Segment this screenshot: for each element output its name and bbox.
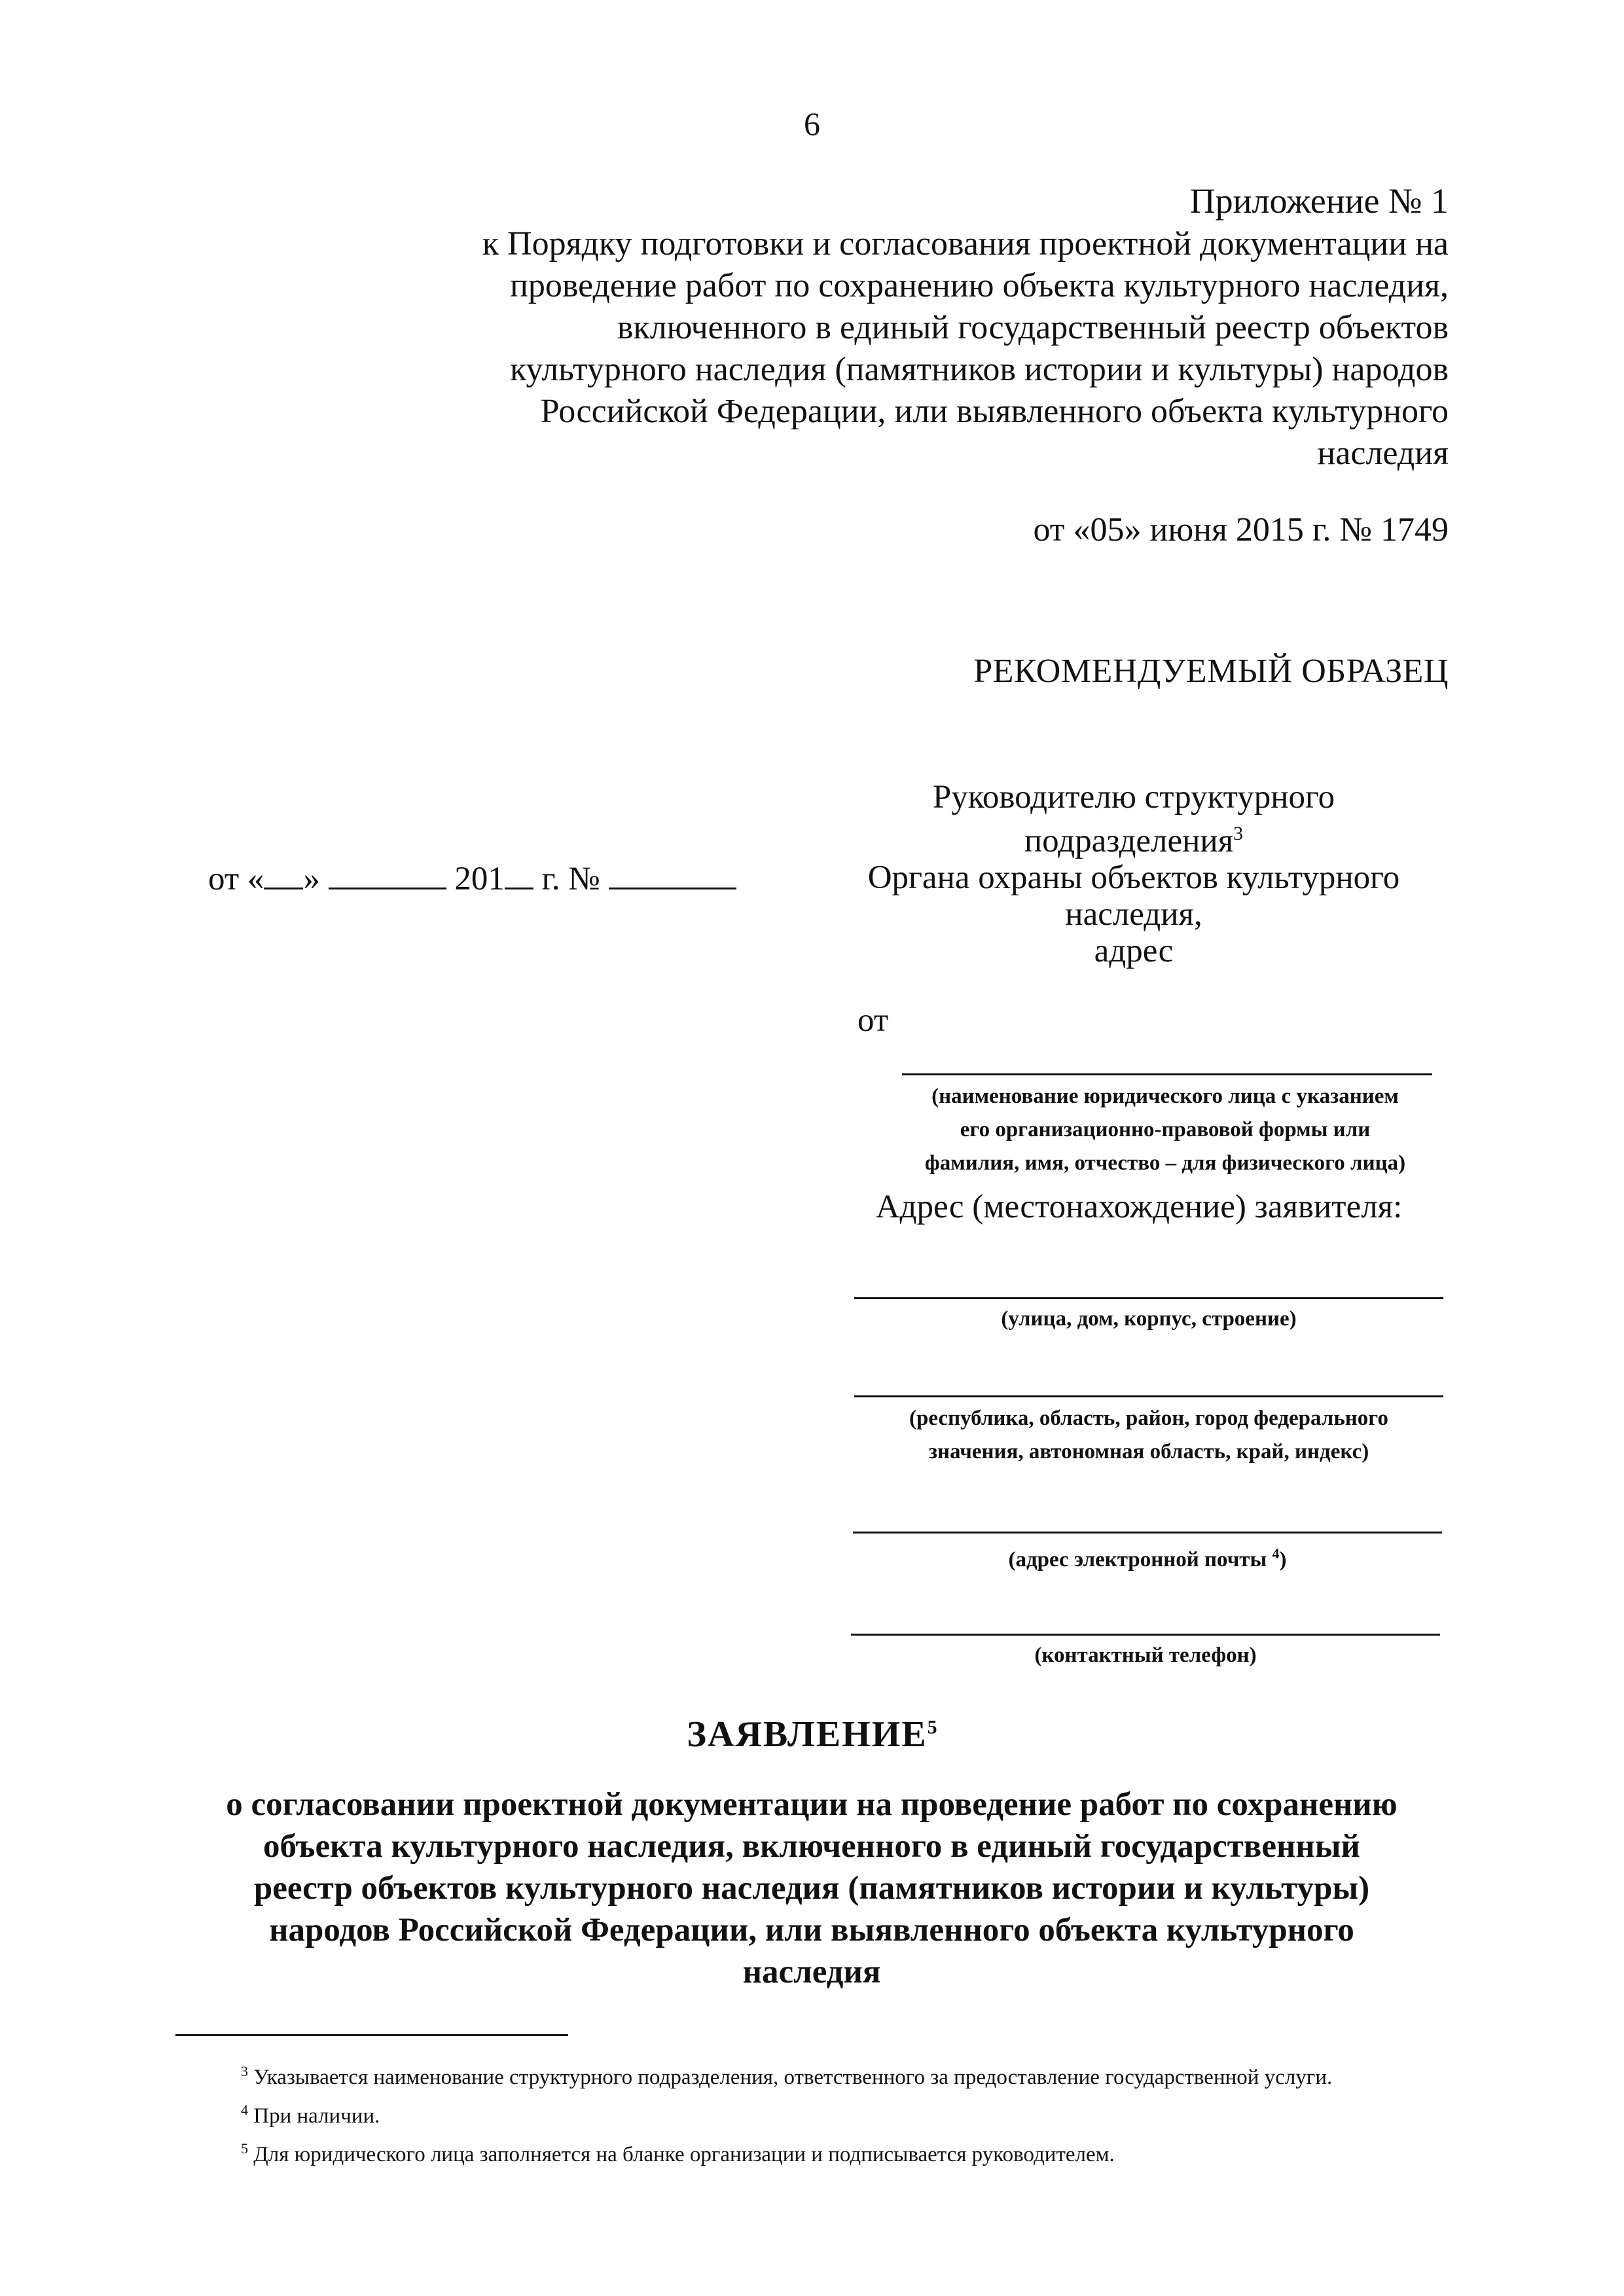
addressee-line: подразделения$^3$ xyxy=(1024,823,1244,859)
day-field[interactable] xyxy=(264,857,303,889)
appendix-line: наследия xyxy=(1317,435,1449,472)
footnote: $^4$ При наличии. xyxy=(241,2102,380,2128)
year-field[interactable] xyxy=(505,857,533,889)
footnote-ref: 4 xyxy=(1272,1545,1280,1562)
application-date-line: от « » 201 г. № xyxy=(208,857,736,898)
appendix-line: культурного наследия (памятников истории и культуры) народов xyxy=(509,351,1449,388)
street-hint: (улица, дом, корпус, строение) xyxy=(1001,1307,1297,1331)
addressee-line: адрес xyxy=(1094,933,1174,969)
appendix-line: включенного в единый государственный реестр объектов xyxy=(617,309,1449,346)
footnotes xyxy=(175,2055,1449,2171)
footnote: $^5$ Для юридического лица заполняется на бланке организации и подписывается руководителем. xyxy=(241,2140,1115,2166)
document-subtitle: о согласовании проектной документации на проведение работ по сохранению объекта культурного наследия, включенного в единый государственный реестр объектов культурного наследия (памятников истории и культуры) народов Российской Федерации, или выявленного объекта культурного наследия xyxy=(226,1786,1398,1990)
document-title: ЗАЯВЛЕНИЕ$^5$ xyxy=(687,1714,937,1755)
street-field[interactable] xyxy=(854,1297,1443,1299)
month-field[interactable] xyxy=(329,857,446,889)
phone-field[interactable] xyxy=(851,1634,1440,1636)
applicant-name-hint: (наименование юридического лица с указанием его организационно-правовой формы или фамилия, имя, отчество – для физического лица) xyxy=(924,1085,1406,1175)
appendix-line: Российской Федерации, или выявленного объекта культурного xyxy=(540,393,1449,430)
sample-label: РЕКОМЕНДУЕМЫЙ ОБРАЗЕЦ xyxy=(973,653,1449,690)
addressee-line: Органа охраны объектов культурного xyxy=(867,859,1400,896)
email-hint: (адрес электронной почты $^4$) xyxy=(1008,1545,1287,1571)
addressee-block xyxy=(846,779,1422,969)
addressee-line: Руководителю структурного xyxy=(932,779,1335,816)
email-field[interactable] xyxy=(853,1532,1442,1534)
footnote-ref: 5 xyxy=(927,1716,937,1738)
phone-hint: (контактный телефон) xyxy=(1034,1643,1257,1667)
registration-number-field[interactable] xyxy=(609,857,736,889)
region-field[interactable] xyxy=(854,1395,1443,1397)
decree-date: от «05» июня 2015 г. № 1749 xyxy=(1033,511,1449,548)
page-number: 6 xyxy=(804,105,820,142)
region-hint: (республика, область, район, город федерального значения, автономная область, край, индекс) xyxy=(909,1407,1388,1463)
applicant-name-field[interactable] xyxy=(902,1073,1432,1075)
from-label: от xyxy=(857,1002,889,1039)
appendix-header xyxy=(336,180,1449,475)
footnote: $^3$ Указывается наименование структурного подразделения, ответственного за предоставление государственной услуги. xyxy=(241,2063,1333,2089)
address-label: Адрес (местонахождение) заявителя: xyxy=(875,1189,1403,1225)
appendix-line: проведение работ по сохранению объекта культурного наследия, xyxy=(510,267,1449,304)
appendix-line: к Порядку подготовки и согласования проектной документации на xyxy=(482,225,1449,262)
footnote-ref: 3 xyxy=(1233,823,1244,844)
addressee-line: наследия, xyxy=(1065,896,1202,933)
appendix-title: Приложение № 1 xyxy=(1189,181,1449,221)
footnote-separator xyxy=(175,2034,568,2036)
